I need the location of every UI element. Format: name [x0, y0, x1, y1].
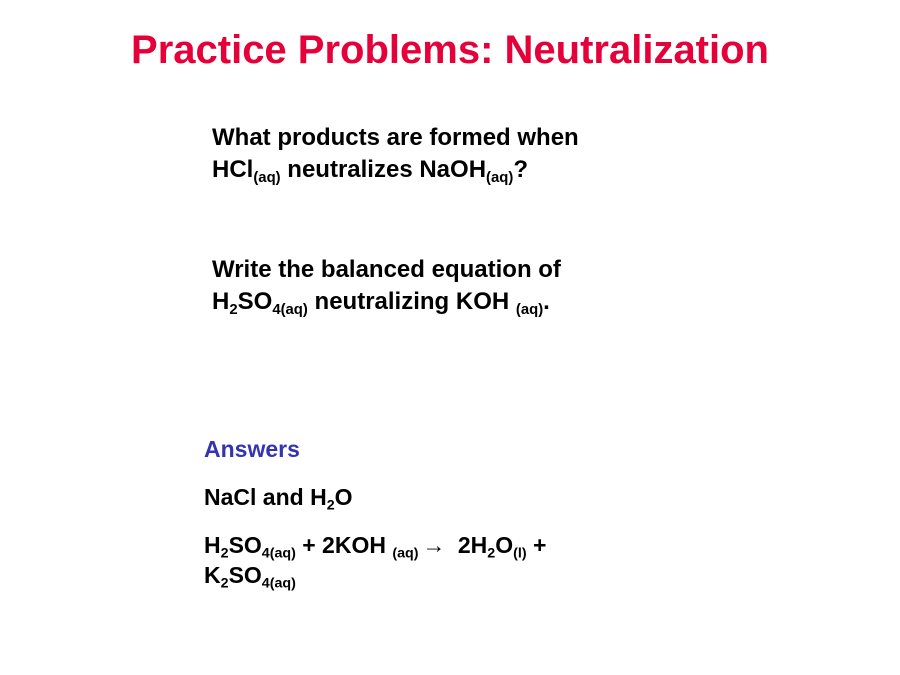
reaction-arrow-icon: → — [422, 532, 446, 558]
a2-so-subscript: 4(aq) — [261, 545, 296, 562]
answer-2-line-1 — [204, 530, 546, 560]
answer-1 — [204, 482, 546, 512]
h2so4-h-subscript: 2 — [229, 301, 238, 318]
answer-2 — [204, 530, 546, 590]
hcl-formula: HCl — [212, 156, 254, 183]
a2-so2: SO — [228, 562, 262, 588]
a2-koh-state: (aq) — [392, 545, 419, 562]
koh-state: (aq) — [515, 301, 544, 318]
a2-water-state: (l) — [513, 545, 527, 562]
slide-title: Practice Problems: Neutralization — [131, 28, 769, 72]
answer-1-o: O — [334, 484, 353, 510]
a2-water-h-subscript: 2 — [487, 545, 496, 562]
question-2-end: . — [543, 288, 550, 315]
question-2-line-1: Write the balanced equation of — [212, 256, 561, 283]
question-2-mid-text: neutralizing KOH — [307, 288, 516, 315]
a2-h-subscript: 2 — [220, 545, 229, 562]
h2so4-so: SO — [237, 288, 273, 315]
question-1-line-2 — [212, 154, 579, 186]
answers-section — [204, 434, 546, 590]
a2-water-o: O — [495, 532, 514, 558]
h2so4-h: H — [212, 288, 230, 315]
a2-plus-koh: + 2KOH — [295, 532, 393, 558]
a2-so2-subscript: 4(aq) — [261, 575, 296, 592]
a2-water-h: 2H — [451, 532, 488, 558]
a2-k-subscript: 2 — [220, 575, 229, 592]
answers-header: Answers — [204, 436, 300, 462]
question-1-end: ? — [513, 156, 528, 183]
answer-1-h-subscript: 2 — [326, 497, 335, 514]
answer-1-text: NaCl and H — [204, 484, 327, 510]
question-1 — [212, 122, 579, 186]
question-2-line-2 — [212, 286, 561, 318]
naoh-state: (aq) — [486, 169, 514, 186]
a2-h: H — [204, 532, 221, 558]
answer-2-line-2 — [204, 560, 546, 590]
question-1-line-1: What products are formed when — [212, 124, 579, 151]
h2so4-so-subscript: 4(aq) — [272, 301, 308, 318]
hcl-state: (aq) — [253, 169, 281, 186]
question-2 — [212, 254, 561, 318]
a2-so: SO — [228, 532, 262, 558]
a2-k: K — [204, 562, 221, 588]
a2-plus: + — [526, 532, 547, 558]
question-1-mid-text: neutralizes NaOH — [280, 156, 487, 183]
